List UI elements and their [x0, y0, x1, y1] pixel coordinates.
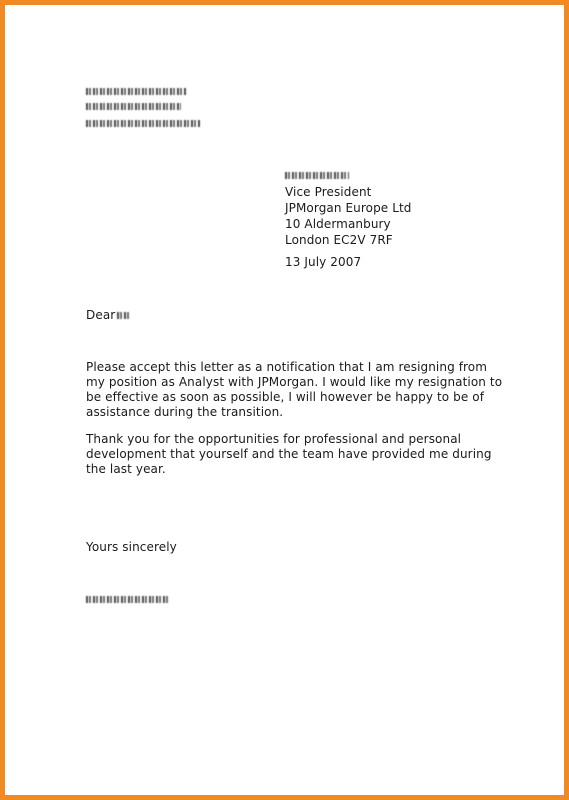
- redacted-salutation-name: [117, 312, 129, 319]
- redacted-sender-line-3: [86, 120, 200, 127]
- body-paragraph-1: Please accept this letter as a notification that I am resigning from my position as Analyst with JPMorgan. I would like my resignation to be effective as soon as possible, I will however be happy to be of assistance during the transition.: [86, 360, 503, 419]
- letter-date: 13 July 2007: [285, 255, 362, 269]
- closing: Yours sincerely: [86, 540, 177, 554]
- recipient-address: [285, 184, 412, 248]
- redacted-sender-line-2: [86, 103, 181, 110]
- recipient-address-line-1: 10 Aldermanbury: [285, 217, 391, 231]
- recipient-company: JPMorgan Europe Ltd: [285, 201, 412, 215]
- recipient-title: Vice President: [285, 185, 372, 199]
- salutation-text: Dear: [86, 308, 116, 322]
- salutation: [86, 308, 115, 322]
- redacted-signature: [86, 596, 170, 603]
- redacted-sender-line-1: [86, 88, 186, 95]
- redacted-recipient-name: [285, 172, 349, 179]
- recipient-address-line-2: London EC2V 7RF: [285, 233, 393, 247]
- body-paragraph-2: Thank you for the opportunities for professional and personal development that yourself and the team have provided me during the last year.: [86, 432, 492, 476]
